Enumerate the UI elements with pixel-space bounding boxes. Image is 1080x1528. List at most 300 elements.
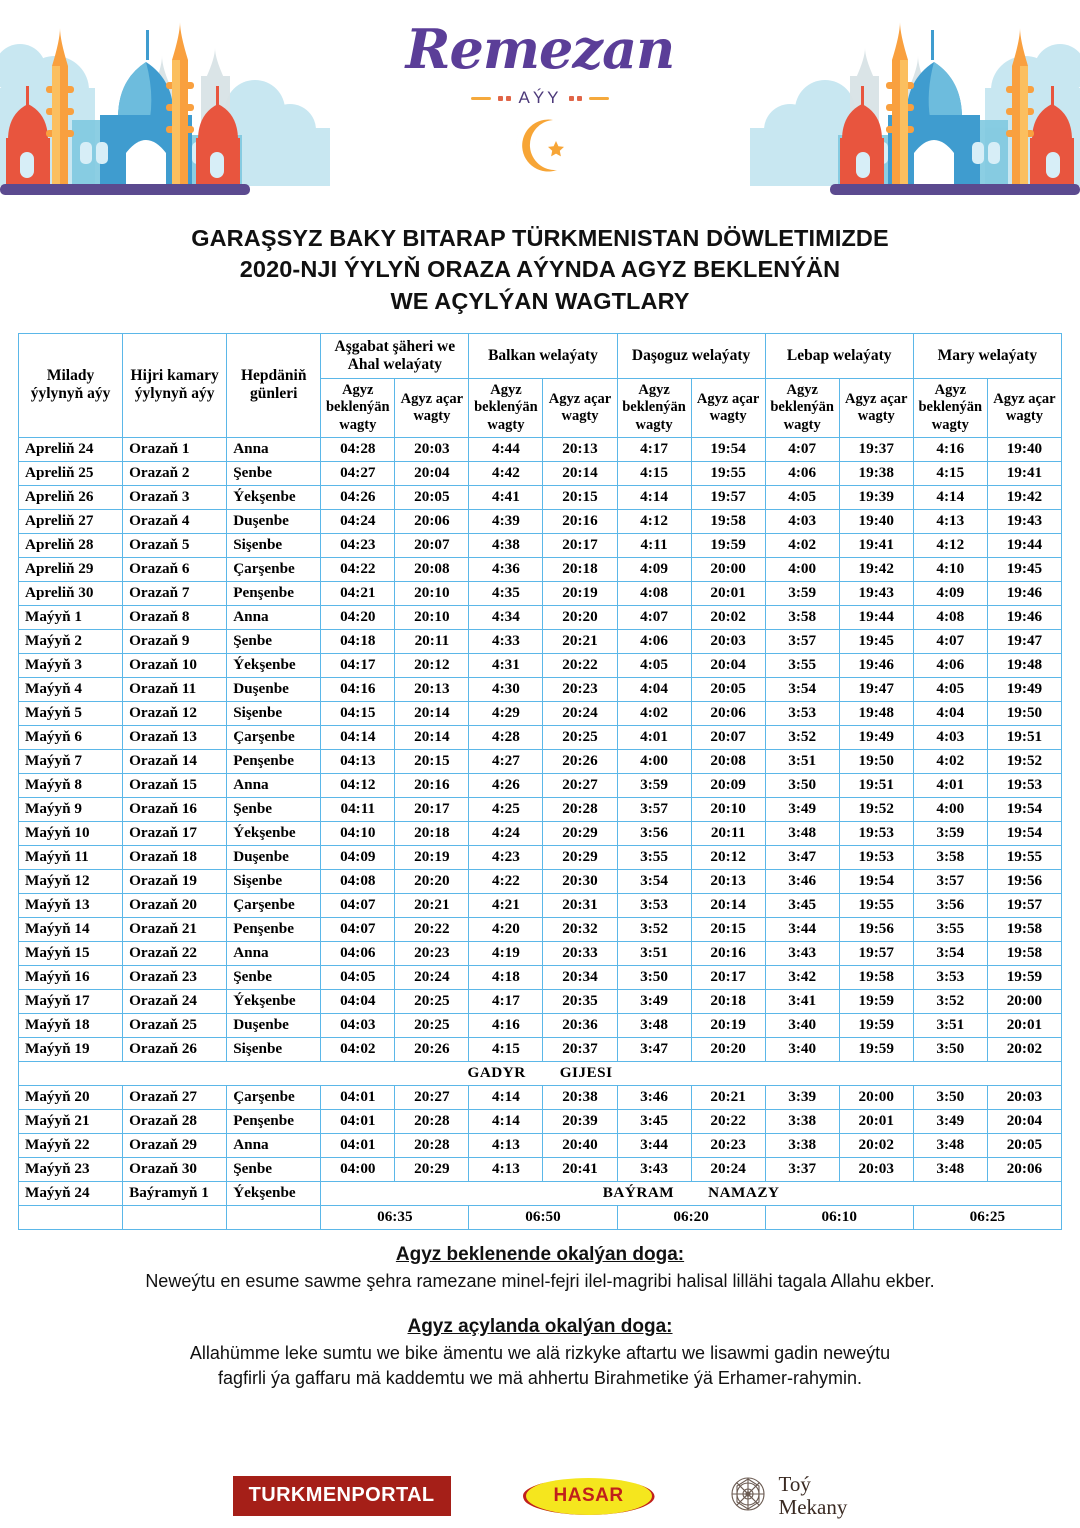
cell-hijri-date: Orazaň 23 — [123, 965, 227, 989]
cell-time-start: 4:31 — [469, 653, 543, 677]
cell-time-start: 3:52 — [913, 989, 987, 1013]
cell-gregorian-date: Maýyň 5 — [19, 701, 123, 725]
cell-time-end: 20:31 — [543, 893, 617, 917]
sub-header-end-dasoguz: Agyz açar wagty — [691, 379, 765, 437]
cell-gregorian-date: Apreliň 26 — [19, 485, 123, 509]
cell-time-start: 04:01 — [321, 1133, 395, 1157]
cell-time-start: 4:16 — [469, 1013, 543, 1037]
cell-time-end: 20:15 — [691, 917, 765, 941]
cell-time-end: 19:55 — [987, 845, 1061, 869]
cell-gregorian-date: Maýyň 1 — [19, 605, 123, 629]
table-row[interactable] — [19, 1013, 1062, 1037]
cell-time-end: 20:16 — [543, 509, 617, 533]
table-row[interactable] — [19, 1157, 1062, 1181]
cell-time-start: 4:15 — [913, 461, 987, 485]
table-row[interactable] — [19, 629, 1062, 653]
cell-weekday: Duşenbe — [227, 845, 321, 869]
table-header-row-1 — [19, 333, 1062, 379]
cell-time-start: 3:52 — [617, 917, 691, 941]
cell-hijri-date: Orazaň 12 — [123, 701, 227, 725]
cell-time-end: 20:06 — [395, 509, 469, 533]
header-banner — [0, 0, 1080, 205]
cell-time-start: 4:20 — [469, 917, 543, 941]
cell-hijri-date: Orazaň 22 — [123, 941, 227, 965]
cell-time-start: 3:56 — [913, 893, 987, 917]
cell-time-end: 20:30 — [543, 869, 617, 893]
cell-time-start: 4:02 — [913, 749, 987, 773]
cell-time-end: 20:03 — [691, 629, 765, 653]
cell-time-start: 3:44 — [617, 1133, 691, 1157]
sub-header-end-asgabat: Agyz açar wagty — [395, 379, 469, 437]
table-row[interactable] — [19, 941, 1062, 965]
toy-mekany-star-icon — [727, 1473, 769, 1520]
table-row[interactable] — [19, 989, 1062, 1013]
cell-time-start: 4:02 — [617, 701, 691, 725]
cell-time-start: 04:26 — [321, 485, 395, 509]
cell-time-end: 19:58 — [987, 917, 1061, 941]
logo-turkmenportal[interactable]: TURKMENPORTAL — [233, 1476, 451, 1516]
cell-time-start: 3:58 — [765, 605, 839, 629]
cell-time-start: 04:24 — [321, 509, 395, 533]
table-row[interactable] — [19, 749, 1062, 773]
cell-gregorian-date: Maýyň 14 — [19, 917, 123, 941]
bayram-namazy-row — [19, 1181, 1062, 1205]
cell-time-end: 20:03 — [987, 1085, 1061, 1109]
cell-time-end: 20:21 — [395, 893, 469, 917]
cell-time-start: 3:46 — [765, 869, 839, 893]
table-row[interactable] — [19, 821, 1062, 845]
cell-time-end: 20:01 — [691, 581, 765, 605]
cell-weekday: Ýekşenbe — [227, 1181, 321, 1205]
table-row[interactable] — [19, 509, 1062, 533]
table-row[interactable] — [19, 893, 1062, 917]
cell-time-end: 20:20 — [691, 1037, 765, 1061]
cell-time-start: 4:02 — [765, 533, 839, 557]
cell-hijri-date: Orazaň 14 — [123, 749, 227, 773]
table-row[interactable] — [19, 1109, 1062, 1133]
cell-weekday: Anna — [227, 437, 321, 461]
cell-time-end: 20:28 — [543, 797, 617, 821]
cell-time-start: 04:20 — [321, 605, 395, 629]
cell-time-start: 3:55 — [913, 917, 987, 941]
cell-hijri-date: Orazaň 26 — [123, 1037, 227, 1061]
cell-hijri-date: Orazaň 10 — [123, 653, 227, 677]
cell-time-end: 20:04 — [691, 653, 765, 677]
cell-time-start: 4:07 — [765, 437, 839, 461]
cell-time-end: 20:39 — [543, 1109, 617, 1133]
cell-time-start: 04:14 — [321, 725, 395, 749]
cell-time-end: 20:15 — [543, 485, 617, 509]
cell-time-end: 19:40 — [839, 509, 913, 533]
cell-time-end: 20:10 — [395, 605, 469, 629]
cell-gregorian-date: Maýyň 10 — [19, 821, 123, 845]
cell-time-start: 4:38 — [469, 533, 543, 557]
hasar-label: HASAR — [553, 1485, 624, 1507]
mosque-skyline-right — [750, 0, 1080, 205]
cell-bayram-namazy-time: 06:50 — [469, 1205, 617, 1229]
brand-wordmark: Remezan — [405, 17, 675, 81]
cell-time-start: 4:41 — [469, 485, 543, 509]
cell-time-start: 4:01 — [617, 725, 691, 749]
cell-time-start: 3:45 — [617, 1109, 691, 1133]
cell-time-end: 19:52 — [987, 749, 1061, 773]
cell-weekday: Penşenbe — [227, 749, 321, 773]
cell-time-end: 19:52 — [839, 797, 913, 821]
toy-mekany-line-2: Mekany — [778, 1495, 848, 1520]
cell-time-end: 19:57 — [987, 893, 1061, 917]
cell-time-end: 20:08 — [691, 749, 765, 773]
cell-time-end: 20:38 — [543, 1085, 617, 1109]
cell-time-start: 3:40 — [765, 1037, 839, 1061]
cell-time-start: 4:11 — [617, 533, 691, 557]
cell-time-start: 3:46 — [617, 1085, 691, 1109]
cell-time-end: 19:53 — [839, 845, 913, 869]
table-row[interactable] — [19, 557, 1062, 581]
cell-time-end: 19:59 — [839, 1037, 913, 1061]
cell-time-end: 20:27 — [543, 773, 617, 797]
cell-time-end: 19:45 — [839, 629, 913, 653]
cell-time-end: 19:42 — [987, 485, 1061, 509]
col-header-region-balkan: Balkan welaýaty — [469, 333, 617, 379]
cell-time-start: 3:38 — [765, 1133, 839, 1157]
cell-time-end: 20:05 — [987, 1133, 1061, 1157]
table-row[interactable] — [19, 1037, 1062, 1061]
cell-time-end: 20:37 — [543, 1037, 617, 1061]
cell-time-start: 04:01 — [321, 1085, 395, 1109]
cell-weekday: Ýekşenbe — [227, 989, 321, 1013]
cell-hijri-date: Orazaň 1 — [123, 437, 227, 461]
cell-time-end: 20:17 — [691, 965, 765, 989]
cell-time-start: 4:00 — [765, 557, 839, 581]
cell-time-start: 4:33 — [469, 629, 543, 653]
sub-header-start-balkan: Agyz beklenýän wagty — [469, 379, 543, 437]
cell-time-end: 19:58 — [839, 965, 913, 989]
cell-time-start: 3:54 — [765, 677, 839, 701]
sub-header-start-asgabat: Agyz beklenýän wagty — [321, 379, 395, 437]
footer-logos — [0, 1473, 1080, 1520]
cell-hijri-date: Orazaň 11 — [123, 677, 227, 701]
cell-time-start: 4:14 — [469, 1085, 543, 1109]
cell-time-start: 3:59 — [913, 821, 987, 845]
cell-gregorian-date: Maýyň 19 — [19, 1037, 123, 1061]
cell-time-start: 3:44 — [765, 917, 839, 941]
cell-time-end: 20:22 — [691, 1109, 765, 1133]
cell-time-end: 19:41 — [987, 461, 1061, 485]
cell-time-end: 19:53 — [839, 821, 913, 845]
cell-time-end: 20:25 — [395, 1013, 469, 1037]
cell-time-end: 20:14 — [691, 893, 765, 917]
cell-time-end: 20:36 — [543, 1013, 617, 1037]
cell-time-start: 4:15 — [469, 1037, 543, 1061]
cell-time-end: 20:05 — [691, 677, 765, 701]
cell-weekday: Sişenbe — [227, 1037, 321, 1061]
cell-time-end: 20:21 — [543, 629, 617, 653]
cell-time-start: 04:03 — [321, 1013, 395, 1037]
cell-time-start: 04:07 — [321, 893, 395, 917]
cell-time-end: 20:15 — [395, 749, 469, 773]
logo-toy-mekany[interactable] — [727, 1473, 848, 1520]
bayram-namazy-label: BAÝRAM NAMAZY — [321, 1181, 1062, 1205]
cell-time-start: 04:06 — [321, 941, 395, 965]
table-row[interactable] — [19, 773, 1062, 797]
cell-time-start: 4:13 — [469, 1133, 543, 1157]
table-row[interactable] — [19, 581, 1062, 605]
cell-time-start: 4:01 — [913, 773, 987, 797]
cell-time-start: 3:55 — [617, 845, 691, 869]
cell-gregorian-date: Maýyň 2 — [19, 629, 123, 653]
cell-weekday: Anna — [227, 773, 321, 797]
gadyr-gijesi-row — [19, 1061, 1062, 1085]
cell-time-end: 19:59 — [987, 965, 1061, 989]
table-row[interactable] — [19, 965, 1062, 989]
cell-gregorian-date: Maýyň 15 — [19, 941, 123, 965]
cell-time-end: 19:49 — [987, 677, 1061, 701]
cell-gregorian-date: Maýyň 3 — [19, 653, 123, 677]
cell-time-end: 20:04 — [395, 461, 469, 485]
cell-weekday: Sişenbe — [227, 701, 321, 725]
cell-time-start: 4:15 — [617, 461, 691, 485]
cell-hijri-date: Orazaň 7 — [123, 581, 227, 605]
cell-time-end: 20:06 — [691, 701, 765, 725]
cell-time-end: 20:22 — [543, 653, 617, 677]
cell-time-start: 4:04 — [913, 701, 987, 725]
cell-time-end: 20:13 — [691, 869, 765, 893]
cell-weekday: Şenbe — [227, 965, 321, 989]
cell-time-end: 20:10 — [691, 797, 765, 821]
cell-time-start: 4:09 — [617, 557, 691, 581]
sub-header-end-balkan: Agyz açar wagty — [543, 379, 617, 437]
cell-time-start: 4:00 — [913, 797, 987, 821]
toy-mekany-label — [779, 1473, 848, 1520]
cell-time-end: 20:14 — [395, 701, 469, 725]
table-row[interactable] — [19, 917, 1062, 941]
cell-weekday: Sişenbe — [227, 533, 321, 557]
cell-time-start: 4:17 — [469, 989, 543, 1013]
cell-time-end: 20:05 — [395, 485, 469, 509]
cell-weekday: Şenbe — [227, 461, 321, 485]
cell-time-end: 20:13 — [395, 677, 469, 701]
cell-time-start: 4:23 — [469, 845, 543, 869]
cell-weekday: Duşenbe — [227, 1013, 321, 1037]
cell-hijri-date: Baýramyň 1 — [123, 1181, 227, 1205]
cell-time-end: 20:25 — [543, 725, 617, 749]
cell-time-start: 3:49 — [913, 1109, 987, 1133]
cell-time-end: 19:37 — [839, 437, 913, 461]
cell-time-end: 20:18 — [395, 821, 469, 845]
cell-time-end: 19:38 — [839, 461, 913, 485]
cell-time-start: 3:50 — [617, 965, 691, 989]
cell-time-end: 19:51 — [839, 773, 913, 797]
sub-header-end-mary: Agyz açar wagty — [987, 379, 1061, 437]
cell-gregorian-date: Apreliň 30 — [19, 581, 123, 605]
table-header — [19, 333, 1062, 437]
table-row[interactable] — [19, 845, 1062, 869]
cell-weekday: Penşenbe — [227, 917, 321, 941]
cell-bayram-namazy-time: 06:10 — [765, 1205, 913, 1229]
cell-weekday: Ýekşenbe — [227, 485, 321, 509]
cell-time-start: 3:48 — [617, 1013, 691, 1037]
cell-time-end: 20:03 — [395, 437, 469, 461]
table-row[interactable] — [19, 677, 1062, 701]
cell-gregorian-date: Maýyň 7 — [19, 749, 123, 773]
cell-time-end: 19:51 — [987, 725, 1061, 749]
cell-empty — [123, 1205, 227, 1229]
cell-time-start: 04:12 — [321, 773, 395, 797]
cell-time-end: 20:28 — [395, 1133, 469, 1157]
cell-time-start: 4:35 — [469, 581, 543, 605]
cell-time-end: 19:58 — [987, 941, 1061, 965]
cell-time-start: 4:18 — [469, 965, 543, 989]
cell-time-end: 20:17 — [543, 533, 617, 557]
cell-time-end: 20:00 — [691, 557, 765, 581]
cell-time-start: 04:07 — [321, 917, 395, 941]
cell-time-start: 4:12 — [913, 533, 987, 557]
cell-time-end: 20:40 — [543, 1133, 617, 1157]
cell-time-start: 4:00 — [617, 749, 691, 773]
table-row[interactable] — [19, 533, 1062, 557]
table-row[interactable] — [19, 725, 1062, 749]
cell-time-end: 20:32 — [543, 917, 617, 941]
cell-time-end: 19:42 — [839, 557, 913, 581]
cell-time-end: 20:14 — [395, 725, 469, 749]
cell-gregorian-date: Maýyň 11 — [19, 845, 123, 869]
cell-time-end: 19:57 — [691, 485, 765, 509]
cell-time-start: 4:06 — [913, 653, 987, 677]
cell-empty — [19, 1205, 123, 1229]
cell-weekday: Çarşenbe — [227, 893, 321, 917]
cell-time-end: 19:46 — [987, 581, 1061, 605]
cell-time-end: 20:14 — [543, 461, 617, 485]
cell-time-start: 3:41 — [765, 989, 839, 1013]
col-header-hijri: Hijri kamary ýylynyň aýy — [123, 333, 227, 437]
cell-time-end: 20:17 — [395, 797, 469, 821]
rule-left — [471, 97, 491, 100]
cell-time-end: 20:29 — [543, 821, 617, 845]
cell-time-start: 4:09 — [913, 581, 987, 605]
cell-gregorian-date: Apreliň 24 — [19, 437, 123, 461]
cell-time-end: 20:12 — [691, 845, 765, 869]
cell-time-end: 19:43 — [839, 581, 913, 605]
cell-time-end: 19:56 — [987, 869, 1061, 893]
cell-gregorian-date: Maýyň 8 — [19, 773, 123, 797]
cell-time-end: 20:19 — [691, 1013, 765, 1037]
cell-time-start: 3:58 — [913, 845, 987, 869]
schedule-table-wrap — [0, 333, 1080, 1230]
cell-time-end: 19:48 — [987, 653, 1061, 677]
cell-time-end: 20:07 — [691, 725, 765, 749]
cell-time-start: 4:12 — [617, 509, 691, 533]
cell-time-start: 04:27 — [321, 461, 395, 485]
cell-time-start: 04:02 — [321, 1037, 395, 1061]
cell-weekday: Duşenbe — [227, 509, 321, 533]
prayer-line: Neweýtu en esume sawme şehra ramezane minel-fejri ilel-magribi halisal lillähi tagala Allahu ekber. — [145, 1270, 935, 1291]
cell-time-end: 19:40 — [987, 437, 1061, 461]
prayer-block — [0, 1316, 1080, 1391]
cell-time-end: 20:19 — [543, 581, 617, 605]
cell-time-end: 19:46 — [987, 605, 1061, 629]
cell-hijri-date: Orazaň 13 — [123, 725, 227, 749]
cell-time-start: 4:04 — [617, 677, 691, 701]
cell-time-start: 3:50 — [913, 1085, 987, 1109]
cell-time-start: 3:54 — [913, 941, 987, 965]
table-row[interactable] — [19, 485, 1062, 509]
cell-time-end: 19:55 — [839, 893, 913, 917]
cell-time-start: 3:40 — [765, 1013, 839, 1037]
cell-time-end: 19:46 — [839, 653, 913, 677]
cell-time-start: 4:03 — [913, 725, 987, 749]
cell-time-start: 3:49 — [617, 989, 691, 1013]
table-row[interactable] — [19, 437, 1062, 461]
table-row[interactable] — [19, 869, 1062, 893]
cell-time-start: 3:39 — [765, 1085, 839, 1109]
table-row[interactable] — [19, 1133, 1062, 1157]
cell-time-start: 4:03 — [765, 509, 839, 533]
cell-gregorian-date: Apreliň 25 — [19, 461, 123, 485]
sub-header-start-mary: Agyz beklenýän wagty — [913, 379, 987, 437]
cell-time-start: 4:22 — [469, 869, 543, 893]
cell-time-start: 3:57 — [913, 869, 987, 893]
cell-time-end: 20:18 — [691, 989, 765, 1013]
table-row[interactable] — [19, 653, 1062, 677]
cell-time-start: 3:47 — [765, 845, 839, 869]
col-header-region-asgabat: Aşgabat şäheri we Ahal welaýaty — [321, 333, 469, 379]
cell-weekday: Anna — [227, 941, 321, 965]
cell-time-end: 20:07 — [395, 533, 469, 557]
cell-weekday: Çarşenbe — [227, 557, 321, 581]
cell-weekday: Anna — [227, 605, 321, 629]
cell-time-start: 04:04 — [321, 989, 395, 1013]
cell-weekday: Ýekşenbe — [227, 653, 321, 677]
cell-hijri-date: Orazaň 25 — [123, 1013, 227, 1037]
cell-gregorian-date: Maýyň 18 — [19, 1013, 123, 1037]
cell-time-start: 4:08 — [913, 605, 987, 629]
cell-time-start: 3:55 — [765, 653, 839, 677]
logo-hasar[interactable] — [523, 1474, 655, 1518]
cell-time-start: 3:47 — [617, 1037, 691, 1061]
col-header-gregorian: Milady ýylynyň aýy — [19, 333, 123, 437]
table-row[interactable] — [19, 605, 1062, 629]
cell-time-start: 3:49 — [765, 797, 839, 821]
table-row[interactable] — [19, 701, 1062, 725]
cell-time-end: 19:54 — [987, 797, 1061, 821]
cell-time-start: 04:13 — [321, 749, 395, 773]
cell-time-start: 4:26 — [469, 773, 543, 797]
cell-hijri-date: Orazaň 5 — [123, 533, 227, 557]
cell-time-start: 4:06 — [765, 461, 839, 485]
cell-time-start: 3:59 — [617, 773, 691, 797]
cell-time-start: 3:51 — [913, 1013, 987, 1037]
cell-time-start: 4:06 — [617, 629, 691, 653]
cell-gregorian-date: Maýyň 13 — [19, 893, 123, 917]
cell-hijri-date: Orazaň 16 — [123, 797, 227, 821]
table-row[interactable] — [19, 1085, 1062, 1109]
table-row[interactable] — [19, 797, 1062, 821]
prayer-heading: Agyz beklenende okalýan doga: — [395, 1243, 685, 1265]
cell-gregorian-date: Maýyň 12 — [19, 869, 123, 893]
sub-header-start-lebap: Agyz beklenýän wagty — [765, 379, 839, 437]
cell-time-start: 3:53 — [765, 701, 839, 725]
cell-time-end: 20:12 — [395, 653, 469, 677]
table-row[interactable] — [19, 461, 1062, 485]
cell-time-start: 3:57 — [617, 797, 691, 821]
cell-time-end: 20:26 — [395, 1037, 469, 1061]
cell-time-start: 4:10 — [913, 557, 987, 581]
cell-weekday: Anna — [227, 1133, 321, 1157]
page-title-line-3: WE AÇYLÝAN WAGTLARY — [390, 287, 690, 314]
cell-gregorian-date: Maýyň 4 — [19, 677, 123, 701]
cell-time-start: 4:08 — [617, 581, 691, 605]
cell-time-start: 3:54 — [617, 869, 691, 893]
